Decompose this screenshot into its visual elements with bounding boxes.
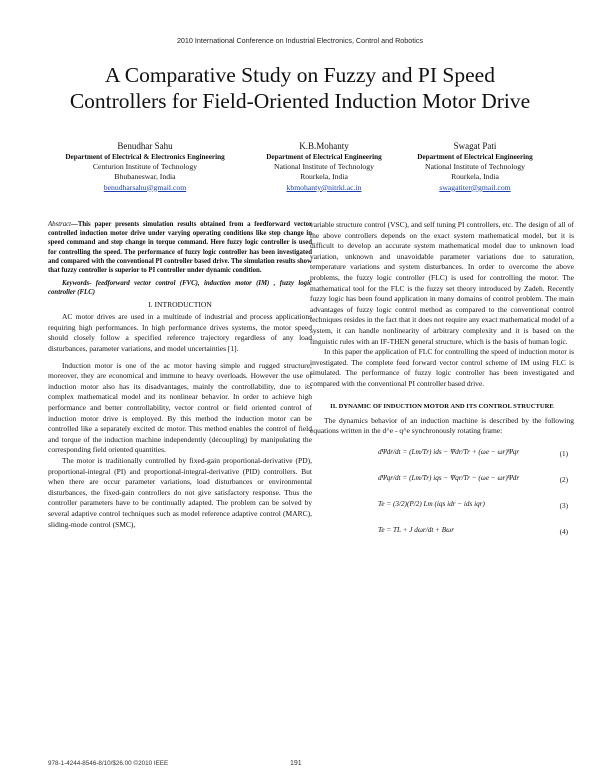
equation-number: (1) xyxy=(559,449,568,458)
section-heading-dynamics: II. DYNAMIC OF INDUCTION MOTOR AND ITS CONTROL STRUCTURE xyxy=(330,402,554,410)
author-institute: National Institute of Technology xyxy=(425,162,525,172)
abstract-label: Abstract xyxy=(48,221,72,228)
author-department: Department of Electrical Engineering xyxy=(417,153,533,161)
footer-copyright: 978-1-4244-8546-8/10/$26.00 ©2010 IEEE xyxy=(48,760,169,767)
author-block-3 xyxy=(375,140,575,193)
body-paragraph: Induction motor is one of the ac motor having simple and rugged structure; moreover, they are economical and immune to heavy overloads. However the use of induction motor also has its disadvantages, mainly the controllability, due to its complex mathematical model and its nonlinear behavior. In order to achieve high performance and better controllability, vector control or field oriented control of induction motor drive is employed. By this method the induction motor can be controlled like a separately excited dc motor. This method enables the control of field and torque of the induction machine independently (decoupling) by manipulating the corresponding field oriented quantities. xyxy=(48,360,312,455)
title-line-2: Controllers for Field-Oriented Induction Motor Drive xyxy=(69,89,531,113)
author-email-link[interactable]: kbmohanty@nitrkl.ac.in xyxy=(286,182,362,192)
equation-1 xyxy=(310,443,574,469)
equation-2 xyxy=(310,469,574,495)
author-email-link[interactable]: swagatiter@gmail.com xyxy=(439,182,511,192)
abstract-text: —This paper presents simulation results obtained from a feedforward vector controlled induction motor drive under varying operating conditions like step change in speed command and step change in torque command. Here fuzzy logic controller is used for controlling the speed. The performance of fuzzy logic controller has been investigated and compared with the conventional PI controller based drive. The simulation results show that fuzzy controller is superior to PI controller under dynamic condition. xyxy=(48,221,312,275)
abstract xyxy=(48,220,312,275)
page-number: 191 xyxy=(290,760,302,767)
body-paragraph: In this paper the application of FLC for controlling the speed of induction motor is investigated. The complete feed forward vector control scheme of IM using FLC is simulated. The performance of fuzzy logic controller has been investigated and compared with the conventional PI controller based drive. xyxy=(310,347,574,388)
equation-3 xyxy=(310,495,574,521)
author-city: Rourkela, India xyxy=(451,172,499,182)
author-name: Swagat Pati xyxy=(453,141,497,151)
right-column xyxy=(310,220,574,547)
body-paragraph: The dynamics behavior of an induction machine is described by the following equations written in the d^e - q^e synchronously rotating frame: xyxy=(310,415,574,436)
author-city: Rourkela, India xyxy=(300,172,348,182)
equation-number: (3) xyxy=(559,501,568,510)
author-email-link[interactable]: benudharsahu@gmail.com xyxy=(103,182,187,192)
equation-4 xyxy=(310,521,574,547)
paper-title xyxy=(20,62,580,114)
conference-header: 2010 International Conference on Industrial Electronics, Control and Robotics xyxy=(176,36,424,45)
title-line-1: A Comparative Study on Fuzzy and PI Speed xyxy=(105,63,495,87)
author-name: Benudhar Sahu xyxy=(117,141,173,151)
body-paragraph: AC motor drives are used in a multitude of industrial and process applications requiring high performances. In high performance drives systems, the motor speed should closely follow a specified reference trajectory regardless of any load disturbances, parameter variations, and model uncertainties [1]. xyxy=(48,312,312,353)
equation-number: (2) xyxy=(559,475,568,484)
author-department: Department of Electrical Engineering xyxy=(266,153,382,161)
author-city: Bhubaneswar, India xyxy=(114,172,176,182)
equation-body: dΨqr/dt = (Lm/Tr) iqs − Ψqr/Tr − (ωe − ωr)Ψdr xyxy=(378,473,520,482)
author-institute: Centurion Institute of Technology xyxy=(92,162,198,172)
author-block-1 xyxy=(45,140,245,193)
body-paragraph: The motor is traditionally controlled by fixed-gain proportional-derivative (PD), proportional-integral (PI) and proportional-integral-derivative (PID) controllers. But when there are occur parameter variations, load disturbances or environmental disturbances, the fixed-gain controllers do not give satisfactory response. Thus the controller parameters have to be continually adapted. The problem can be solved by several adaptive control techniques such as model reference adaptive control (MARC), sliding-mode control (SMC), xyxy=(48,455,312,529)
equation-body: dΨdr/dt = (Lm/Tr) ids − Ψdr/Tr + (ωe − ωr)Ψqr xyxy=(378,447,520,456)
equation-number: (4) xyxy=(559,527,568,536)
equation-body: Te = (3/2)(P/2) Lm (iqs idr − ids iqr) xyxy=(378,499,485,508)
author-name: K.B.Mohanty xyxy=(299,141,349,151)
author-department: Department of Electrical & Electronics Engineering xyxy=(65,153,225,161)
body-paragraph: variable structure control (VSC), and self tuning PI controllers, etc. The design of all of the above controllers depends on the exact system mathematical model, but it is difficult to develop an accurate system mathematical model due to unknown load variation, unknown and unavoidable parameter variations due to saturation, temperature variations and system disturbances. In order to overcome the above problems, the fuzzy logic controller (FLC) is used for controlling the motor. The mathematical tool for the FLC is the fuzzy set theory introduced by Zadeh. Recently fuzzy logic has been found application in many domains of control problem. The main advantages of fuzzy logic control method as compared to the conventional control techniques resides in the fact that it does not require any exact mathematical model of a system, it can handle nonlinearity of arbitrary complexity and it is based on the linguistic rules with an IF-THEN general structure, which is the basis of human logic. xyxy=(310,220,574,346)
left-column xyxy=(48,220,312,530)
section-heading-introduction: I. INTRODUCTION xyxy=(148,299,212,309)
author-institute: National Institute of Technology xyxy=(274,162,374,172)
keywords: Keywords- feedforward vector control (FVC), induction motor (IM) , fuzzy logic controller (FLC) xyxy=(48,280,312,297)
equation-body: Te = TL + J dωr/dt + Bωr xyxy=(378,525,455,534)
